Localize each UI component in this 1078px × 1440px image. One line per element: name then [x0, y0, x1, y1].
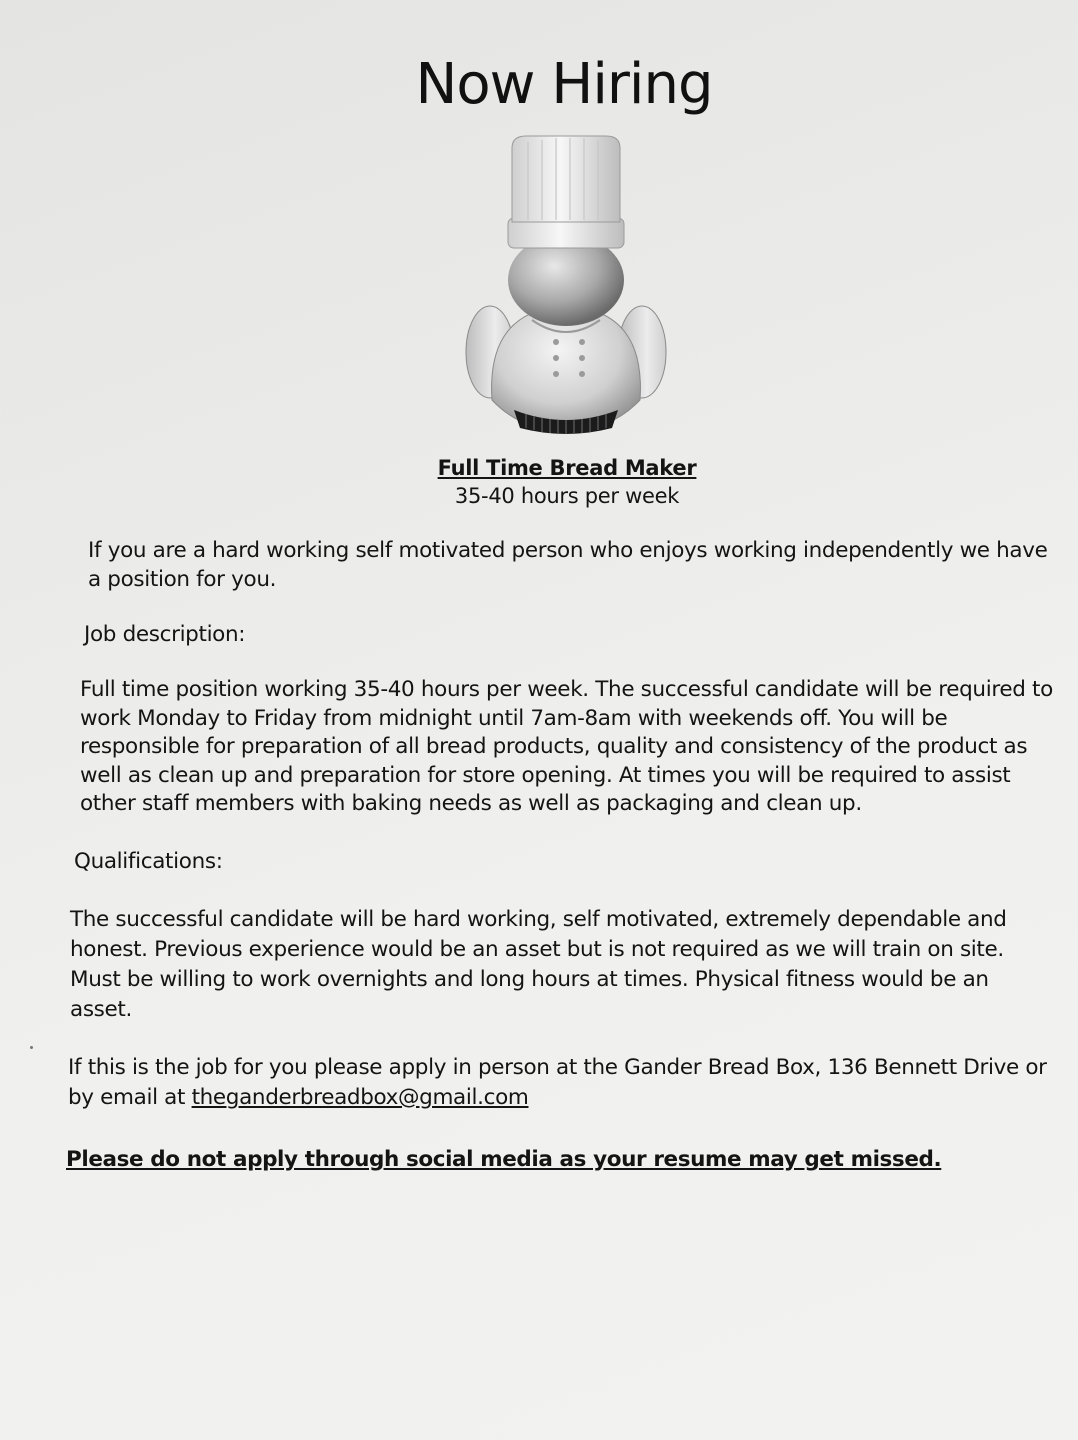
job-title: Full Time Bread Maker	[437, 456, 697, 480]
social-media-warning: Please do not apply through social media as your resume may get missed.	[66, 1147, 942, 1172]
job-description-paragraph: Full time position working 35-40 hours per week. The successful candidate will be required to work Monday to Friday from midnight until 7am-8am with weekends off. You will be responsible for preparation of all bread products, quality and consistency of the product as well as clean up and preparation for store opening. At times you will be required to assist other staff members with baking needs as well as packaging and clean up.	[80, 677, 1053, 816]
apply-paragraph	[68, 1053, 1058, 1113]
apply-text: If this is the job for you please apply in person at the Gander Bread Box, 136 Bennett Drive or by email at	[68, 1055, 1047, 1110]
email-link[interactable]: theganderbreadbox@gmail.com	[191, 1085, 529, 1110]
job-description-heading: Job description:	[84, 622, 246, 647]
paper-speck	[30, 1046, 33, 1049]
qualifications-paragraph: The successful candidate will be hard working, self motivated, extremely dependable and honest. Previous experience would be an asset but is not required as we will train on site. Must be willing to work overnights and long hours at times. Physical fitness would be an asset.	[70, 907, 1007, 1022]
page-title: Now Hiring	[415, 52, 713, 117]
qualifications-heading: Qualifications:	[74, 849, 223, 874]
job-hours: 35-40 hours per week	[454, 484, 680, 508]
intro-paragraph: If you are a hard working self motivated person who enjoys working independently we have a position for you.	[88, 538, 1048, 592]
chef-icon	[462, 130, 670, 442]
